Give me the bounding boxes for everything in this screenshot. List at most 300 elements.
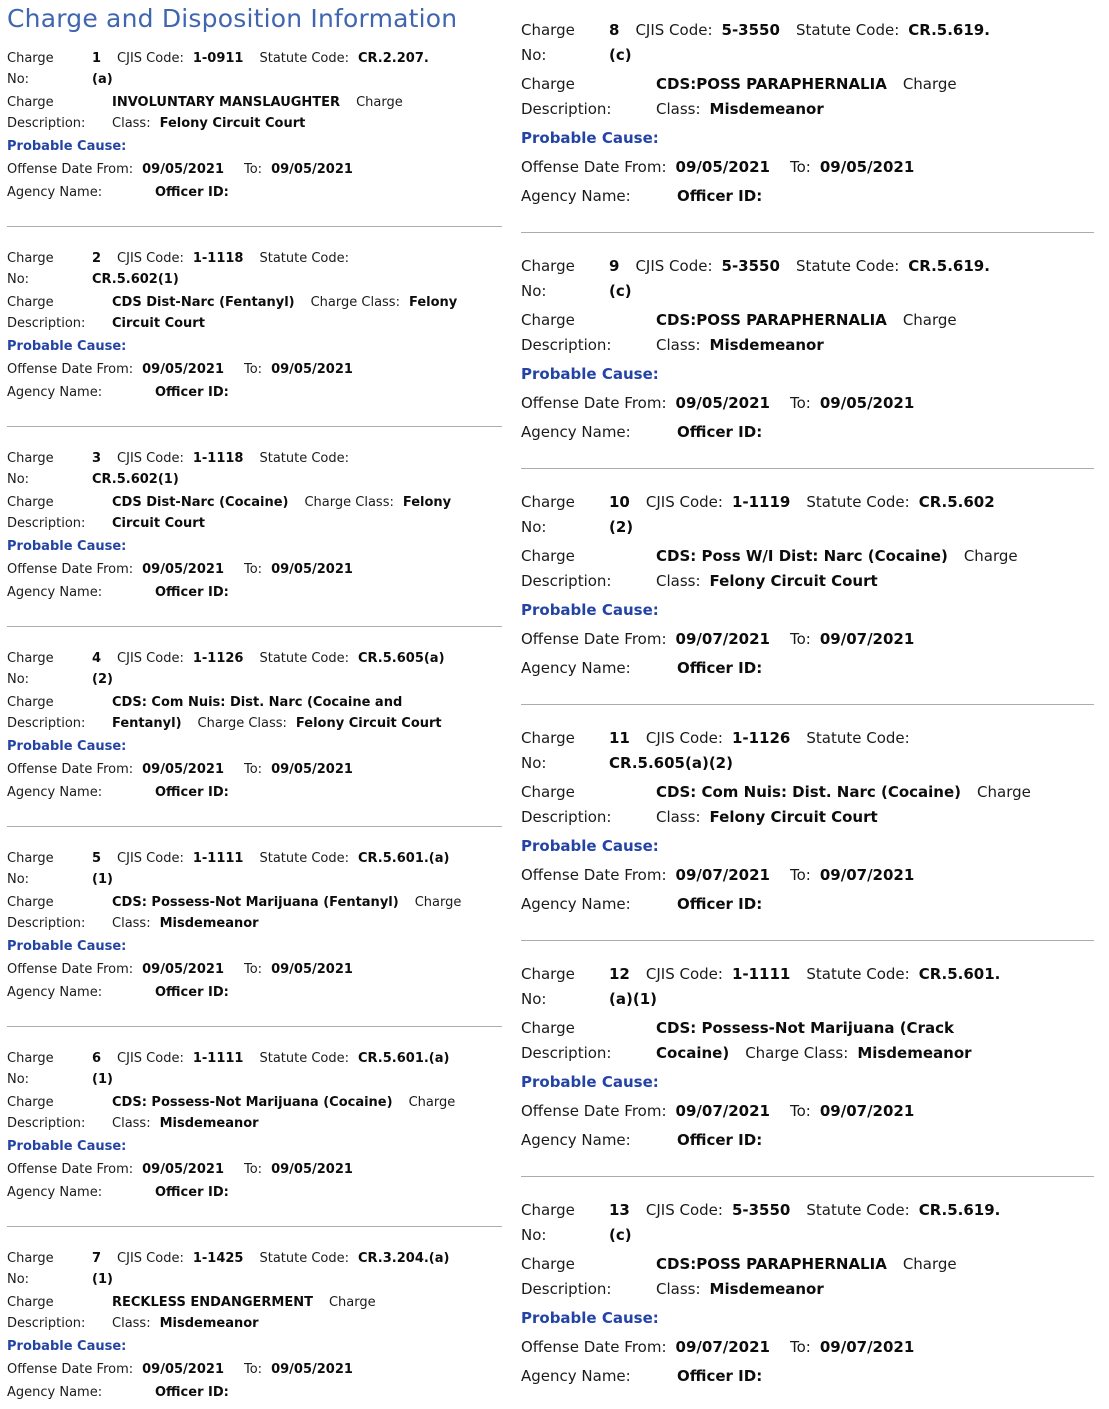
offense-date-line (7, 1359, 353, 1380)
charge-description-row (521, 72, 1094, 122)
offense-date-from-label: Offense Date From: (7, 762, 134, 777)
statute-code-line1: CR.5.619. (908, 257, 990, 275)
offense-date-to-label: To: (243, 1162, 263, 1177)
offense-date-from-value: 09/07/2021 (675, 866, 770, 884)
charge-description-content (112, 1092, 490, 1134)
cjis-code-label: CJIS Code: (645, 729, 723, 747)
offense-date-line (7, 559, 353, 580)
charge-class-label: Charge Class: (112, 895, 462, 931)
charge-block (521, 469, 1094, 705)
cjis-code-value: 1-0911 (192, 51, 244, 66)
probable-cause-label: Probable Cause: (521, 1309, 659, 1327)
agency-row (521, 892, 1094, 917)
charge-description-value: CDS:POSS PARAPHERNALIA (656, 1255, 887, 1273)
statute-code-label: Statute Code: (806, 729, 910, 747)
offense-date-to-value: 09/05/2021 (819, 158, 915, 176)
agency-name-label: Agency Name: (521, 1131, 631, 1149)
statute-code-line1: CR.5.601.(a) (358, 1051, 450, 1066)
charge-description-content (112, 692, 490, 734)
charge-class-value: Misdemeanor (159, 1316, 259, 1331)
charge-class-value: Felony Circuit Court (159, 116, 306, 131)
probable-cause-label: Probable Cause: (7, 1139, 127, 1154)
agency-name-label: Agency Name: (7, 785, 103, 800)
agency-name-label: Agency Name: (521, 187, 631, 205)
offense-date-to-label: To: (789, 158, 811, 176)
charge-description-label: Charge Description: (521, 311, 612, 354)
charge-no-value: 13 (609, 1201, 630, 1219)
probable-cause-row (7, 1136, 502, 1157)
charge-no-content (92, 448, 502, 490)
charge-class-label: Charge Class: (197, 716, 287, 731)
agency-row (7, 1382, 502, 1403)
charge-class-value: Felony Circuit Court (709, 808, 878, 826)
charge-no-label: Charge No: (7, 1051, 54, 1087)
charge-no-row (7, 848, 502, 890)
charge-no-content (609, 962, 1094, 1012)
charge-no-label: Charge No: (7, 1251, 54, 1287)
charge-description-value: CDS Dist-Narc (Fentanyl) (112, 295, 295, 310)
charge-block (7, 827, 502, 1027)
probable-cause-label: Probable Cause: (7, 939, 127, 954)
statute-code-label: Statute Code: (806, 965, 910, 983)
charge-description-label: Charge Description: (521, 547, 612, 590)
offense-date-from-value: 09/05/2021 (142, 1162, 224, 1177)
charge-class-label: Charge Class: (112, 1295, 376, 1331)
offense-date-to-value: 09/05/2021 (271, 162, 353, 177)
charge-class-label: Charge Class: (310, 295, 400, 310)
agency-name-label: Agency Name: (7, 185, 103, 200)
charge-description-label: Charge Description: (7, 295, 86, 331)
agency-row (521, 1364, 1094, 1389)
charge-description-label: Charge Description: (521, 75, 612, 118)
charge-no-value: 7 (92, 1251, 102, 1266)
probable-cause-row (7, 1336, 502, 1357)
charge-description-content (656, 1252, 1094, 1302)
charge-description-value: CDS Dist-Narc (Cocaine) (112, 495, 289, 510)
charge-class-label: Charge Class: (656, 783, 1031, 826)
probable-cause-label: Probable Cause: (521, 129, 659, 147)
statute-code-line2: (1) (92, 1072, 113, 1087)
charge-no-content (92, 1248, 502, 1290)
charge-no-row (521, 490, 1094, 540)
agency-row (7, 982, 502, 1003)
charge-class-value: Felony Circuit Court (112, 495, 452, 531)
statute-code-label: Statute Code: (806, 493, 910, 511)
statute-code-label: Statute Code: (259, 1051, 350, 1066)
offense-date-row (7, 1159, 502, 1180)
charge-description-content (112, 292, 490, 334)
statute-code-label: Statute Code: (806, 1201, 910, 1219)
statute-code-value (609, 754, 733, 772)
statute-code-line2: CR.5.605(a)(2) (609, 754, 733, 772)
offense-date-to-value: 09/05/2021 (271, 762, 353, 777)
cjis-code-value: 5-3550 (721, 257, 780, 275)
cjis-code-value: 1-1425 (192, 1251, 244, 1266)
charge-class-label: Charge Class: (304, 495, 394, 510)
charge-class-value: Felony Circuit Court (295, 716, 442, 731)
agency-row (7, 382, 502, 403)
charge-description-value: CDS:POSS PARAPHERNALIA (656, 75, 887, 93)
charge-class-value: Misdemeanor (159, 916, 259, 931)
charge-no-row (7, 1248, 502, 1290)
charge-description-label: Charge Description: (7, 895, 86, 931)
charge-no-label: Charge No: (521, 21, 575, 64)
charge-description-row (521, 780, 1094, 830)
offense-date-to-value: 09/07/2021 (819, 866, 915, 884)
officer-id-label: Officer ID: (155, 385, 229, 400)
offense-date-from-label: Offense Date From: (521, 158, 667, 176)
charge-description-label: Charge Description: (521, 783, 612, 826)
offense-date-to-label: To: (243, 162, 263, 177)
offense-date-line (521, 155, 914, 180)
agency-row (7, 182, 502, 203)
offense-date-to-value: 09/05/2021 (271, 1162, 353, 1177)
offense-date-to-label: To: (243, 562, 263, 577)
officer-id-label: Officer ID: (677, 187, 763, 205)
agency-name-label: Agency Name: (521, 895, 631, 913)
offense-date-to-label: To: (789, 866, 811, 884)
offense-date-line (7, 159, 353, 180)
offense-date-to-label: To: (243, 362, 263, 377)
officer-id-label: Officer ID: (155, 785, 229, 800)
agency-name-label: Agency Name: (521, 423, 631, 441)
charge-no-content (609, 254, 1094, 304)
offense-date-from-label: Offense Date From: (7, 1362, 134, 1377)
charge-class-label: Charge Class: (656, 547, 1018, 590)
agency-row (521, 656, 1094, 681)
probable-cause-label: Probable Cause: (7, 1339, 127, 1354)
statute-code-line2: (2) (92, 672, 113, 687)
agency-row (521, 184, 1094, 209)
statute-code-line1: CR.5.602 (918, 493, 995, 511)
charge-description-content (656, 72, 1094, 122)
charge-description-row (7, 92, 502, 134)
cjis-code-value: 1-1118 (192, 451, 244, 466)
charge-no-row (7, 48, 502, 90)
charge-description-row (7, 292, 502, 334)
probable-cause-label: Probable Cause: (7, 339, 127, 354)
probable-cause-label: Probable Cause: (7, 139, 127, 154)
statute-code-label: Statute Code: (259, 451, 350, 466)
statute-code-line2: (2) (609, 518, 634, 536)
charge-no-content (609, 490, 1094, 540)
statute-code-line2: CR.5.602(1) (92, 272, 179, 287)
offense-date-row (7, 759, 502, 780)
charge-block (7, 227, 502, 427)
statute-code-line2: (c) (609, 46, 632, 64)
offense-date-line (521, 863, 914, 888)
statute-code-line1: CR.5.619. (908, 21, 990, 39)
charge-description-label: Charge Description: (7, 495, 86, 531)
cjis-code-value: 1-1111 (731, 965, 791, 983)
charge-description-value: CDS: Poss W/I Dist: Narc (Cocaine) (656, 547, 948, 565)
agency-row (521, 420, 1094, 445)
charge-description-label: Charge Description: (521, 1019, 612, 1062)
offense-date-row (521, 391, 1094, 416)
charge-description-content (112, 492, 490, 534)
cjis-code-value: 5-3550 (731, 1201, 791, 1219)
charge-description-row (521, 544, 1094, 594)
charge-no-content (609, 1198, 1094, 1248)
probable-cause-label: Probable Cause: (521, 601, 659, 619)
probable-cause-row (521, 1070, 1094, 1095)
statute-code-line2: (c) (609, 282, 632, 300)
cjis-code-label: CJIS Code: (117, 651, 184, 666)
cjis-code-label: CJIS Code: (117, 51, 184, 66)
charge-description-content (112, 92, 490, 134)
charge-no-row (521, 726, 1094, 776)
charge-description-value: CDS: Possess-Not Marijuana (Crack Cocaine) (656, 1019, 954, 1062)
charge-description-content (656, 1016, 1094, 1066)
charge-no-content (609, 726, 1094, 776)
charge-description-row (7, 492, 502, 534)
statute-code-label: Statute Code: (259, 1251, 350, 1266)
charge-no-content (92, 248, 502, 290)
charge-block (7, 40, 502, 227)
probable-cause-label: Probable Cause: (7, 739, 127, 754)
probable-cause-row (7, 336, 502, 357)
charge-no-label: Charge No: (7, 51, 54, 87)
agency-name-label: Agency Name: (7, 985, 103, 1000)
charges-column-right (521, 2, 1102, 1409)
charge-description-row (521, 308, 1094, 358)
statute-code-line2: (1) (92, 1272, 113, 1287)
charge-class-value: Felony Circuit Court (709, 572, 878, 590)
charge-no-value: 1 (92, 51, 102, 66)
probable-cause-row (7, 136, 502, 157)
charge-no-label: Charge No: (7, 651, 54, 687)
charge-list-left (7, 40, 502, 1409)
offense-date-row (521, 155, 1094, 180)
cjis-code-value: 1-1111 (192, 851, 244, 866)
agency-name-label: Agency Name: (521, 659, 631, 677)
cjis-code-label: CJIS Code: (645, 493, 723, 511)
offense-date-row (7, 159, 502, 180)
probable-cause-row (521, 834, 1094, 859)
offense-date-from-label: Offense Date From: (7, 962, 134, 977)
agency-name-label: Agency Name: (7, 385, 103, 400)
offense-date-row (521, 1335, 1094, 1360)
cjis-code-label: CJIS Code: (635, 257, 713, 275)
charge-class-value: Misdemeanor (857, 1044, 972, 1062)
offense-date-to-label: To: (789, 1338, 811, 1356)
charge-block (7, 627, 502, 827)
charge-no-label: Charge No: (521, 729, 575, 772)
cjis-code-label: CJIS Code: (117, 1051, 184, 1066)
charge-description-content (112, 892, 490, 934)
charge-description-row (7, 692, 502, 734)
probable-cause-row (521, 362, 1094, 387)
statute-code-line2: (a) (92, 72, 113, 87)
offense-date-from-value: 09/05/2021 (675, 158, 770, 176)
probable-cause-row (521, 598, 1094, 623)
agency-row (521, 1128, 1094, 1153)
charge-no-content (92, 648, 502, 690)
offense-date-row (521, 863, 1094, 888)
charge-description-value: CDS: Com Nuis: Dist. Narc (Cocaine and Fentanyl) (112, 695, 403, 731)
charge-no-label: Charge No: (7, 251, 54, 287)
offense-date-row (7, 559, 502, 580)
statute-code-label: Statute Code: (795, 21, 900, 39)
agency-name-label: Agency Name: (7, 585, 103, 600)
charge-description-row (7, 1292, 502, 1334)
statute-code-value (92, 472, 179, 487)
charge-class-value: Misdemeanor (709, 336, 824, 354)
agency-name-label: Agency Name: (7, 1385, 103, 1400)
offense-date-from-value: 09/07/2021 (675, 1102, 770, 1120)
cjis-code-label: CJIS Code: (117, 1251, 184, 1266)
offense-date-from-value: 09/07/2021 (675, 1338, 770, 1356)
offense-date-from-label: Offense Date From: (521, 394, 667, 412)
officer-id-label: Officer ID: (677, 659, 763, 677)
charge-description-label: Charge Description: (7, 1295, 86, 1331)
statute-code-line2: (1) (92, 872, 113, 887)
charge-description-label: Charge Description: (7, 695, 86, 731)
charge-description-value: CDS: Possess-Not Marijuana (Cocaine) (112, 1095, 393, 1110)
charge-no-row (521, 1198, 1094, 1248)
probable-cause-row (7, 936, 502, 957)
offense-date-from-label: Offense Date From: (521, 866, 667, 884)
charge-block (521, 1177, 1094, 1395)
statute-code-line1: CR.5.601.(a) (358, 851, 450, 866)
statute-code-label: Statute Code: (259, 251, 350, 266)
charge-block (7, 1027, 502, 1227)
cjis-code-value: 1-1126 (192, 651, 244, 666)
offense-date-from-label: Offense Date From: (7, 1162, 134, 1177)
offense-date-from-label: Offense Date From: (521, 1102, 667, 1120)
charge-class-value: Misdemeanor (709, 100, 824, 118)
statute-code-line2: CR.5.602(1) (92, 472, 179, 487)
offense-date-from-value: 09/05/2021 (142, 1362, 224, 1377)
charge-no-row (521, 254, 1094, 304)
officer-id-label: Officer ID: (677, 895, 763, 913)
offense-date-line (521, 1335, 914, 1360)
offense-date-to-value: 09/07/2021 (819, 1102, 915, 1120)
officer-id-label: Officer ID: (677, 423, 763, 441)
probable-cause-label: Probable Cause: (521, 837, 659, 855)
charge-no-content (92, 1048, 502, 1090)
officer-id-label: Officer ID: (677, 1367, 763, 1385)
charge-description-label: Charge Description: (7, 95, 86, 131)
charge-description-label: Charge Description: (521, 1255, 612, 1298)
charge-class-label: Charge Class: (656, 1255, 957, 1298)
charge-no-row (7, 248, 502, 290)
probable-cause-row (7, 736, 502, 757)
offense-date-to-value: 09/05/2021 (271, 562, 353, 577)
offense-date-to-value: 09/05/2021 (271, 1362, 353, 1377)
offense-date-from-label: Offense Date From: (7, 362, 134, 377)
offense-date-row (7, 959, 502, 980)
charge-no-label: Charge No: (521, 493, 575, 536)
charge-class-value: Misdemeanor (709, 1280, 824, 1298)
charge-no-value: 6 (92, 1051, 102, 1066)
charge-class-value: Misdemeanor (159, 1116, 259, 1131)
charge-no-value: 2 (92, 251, 102, 266)
charge-no-row (7, 1048, 502, 1090)
offense-date-to-value: 09/07/2021 (819, 1338, 915, 1356)
charge-class-value: Felony Circuit Court (112, 295, 458, 331)
agency-row (7, 1182, 502, 1203)
charge-block (521, 2, 1094, 233)
charge-description-row (521, 1252, 1094, 1302)
charge-no-label: Charge No: (521, 1201, 575, 1244)
charge-no-value: 8 (609, 21, 620, 39)
agency-name-label: Agency Name: (7, 1185, 103, 1200)
offense-date-to-label: To: (789, 630, 811, 648)
charge-no-value: 4 (92, 651, 102, 666)
charge-description-row (7, 1092, 502, 1134)
offense-date-line (521, 1099, 914, 1124)
statute-code-line1: CR.3.204.(a) (358, 1251, 450, 1266)
charge-description-row (521, 1016, 1094, 1066)
charge-no-label: Charge No: (7, 451, 54, 487)
charge-class-label: Charge Class: (656, 75, 957, 118)
officer-id-label: Officer ID: (155, 585, 229, 600)
charge-description-value: INVOLUNTARY MANSLAUGHTER (112, 95, 341, 110)
charge-no-content (92, 848, 502, 890)
charges-column-left (7, 2, 502, 1409)
charge-no-row (521, 18, 1094, 68)
probable-cause-label: Probable Cause: (7, 539, 127, 554)
officer-id-label: Officer ID: (155, 985, 229, 1000)
cjis-code-label: CJIS Code: (117, 251, 184, 266)
offense-date-line (521, 627, 914, 652)
offense-date-from-value: 09/05/2021 (142, 762, 224, 777)
offense-date-to-value: 09/07/2021 (819, 630, 915, 648)
offense-date-row (7, 359, 502, 380)
officer-id-label: Officer ID: (155, 1385, 229, 1400)
offense-date-from-label: Offense Date From: (7, 162, 134, 177)
statute-code-line2: (a)(1) (609, 990, 657, 1008)
statute-code-label: Statute Code: (259, 851, 350, 866)
offense-date-line (7, 359, 353, 380)
offense-date-to-value: 09/05/2021 (819, 394, 915, 412)
probable-cause-row (7, 536, 502, 557)
cjis-code-label: CJIS Code: (635, 21, 713, 39)
cjis-code-value: 1-1126 (731, 729, 791, 747)
charge-class-label: Charge Class: (112, 1095, 456, 1131)
charge-no-row (7, 648, 502, 690)
charge-no-value: 12 (609, 965, 630, 983)
offense-date-from-value: 09/07/2021 (675, 630, 770, 648)
charge-block (7, 1227, 502, 1409)
offense-date-line (7, 959, 353, 980)
offense-date-from-value: 09/05/2021 (142, 962, 224, 977)
offense-date-from-label: Offense Date From: (7, 562, 134, 577)
charge-no-row (521, 962, 1094, 1012)
offense-date-to-label: To: (789, 1102, 811, 1120)
agency-row (7, 782, 502, 803)
cjis-code-value: 1-1119 (731, 493, 791, 511)
offense-date-from-label: Offense Date From: (521, 630, 667, 648)
offense-date-row (521, 627, 1094, 652)
cjis-code-label: CJIS Code: (117, 851, 184, 866)
offense-date-from-value: 09/05/2021 (142, 162, 224, 177)
charge-block (521, 233, 1094, 469)
charge-no-value: 3 (92, 451, 102, 466)
charge-block (521, 941, 1094, 1177)
charge-no-value: 10 (609, 493, 630, 511)
charge-no-value: 5 (92, 851, 102, 866)
cjis-code-label: CJIS Code: (645, 1201, 723, 1219)
offense-date-to-label: To: (243, 962, 263, 977)
charge-block (521, 705, 1094, 941)
cjis-code-value: 1-1111 (192, 1051, 244, 1066)
statute-code-label: Statute Code: (795, 257, 900, 275)
charge-no-label: Charge No: (521, 965, 575, 1008)
offense-date-to-label: To: (789, 394, 811, 412)
offense-date-from-value: 09/05/2021 (675, 394, 770, 412)
